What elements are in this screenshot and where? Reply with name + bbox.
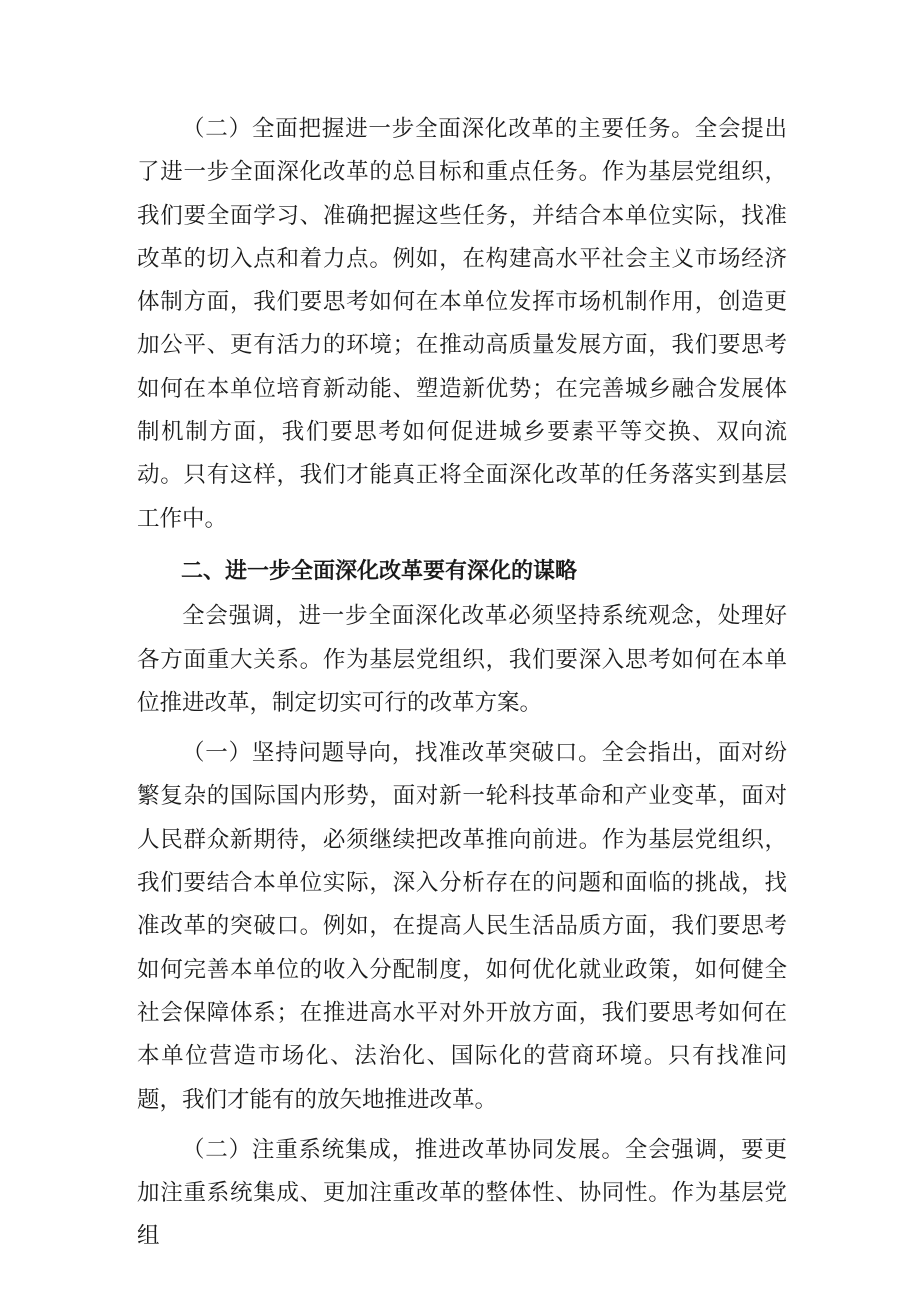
paragraph-system-concept: 全会强调，进一步全面深化改革必须坚持系统观念，处理好各方面重大关系。作为基层党组织，我们要深入思考如何在本单位推进改革，制定切实可行的改革方案。 (137, 603, 787, 716)
paragraph-main-tasks: （二）全面把握进一步全面深化改革的主要任务。全会提出了进一步全面深化改革的总目标和重点任务。作为基层党组织，我们要全面学习、准确把握这些任务，并结合本单位实际，找准改革的切入点和着力点。例如，在构建高水平社会主义市场经济体制方面，我们要思考如何在本单位发挥市场机制作用，创造更加公平、更有活力的环境；在推动高质量发展方面，我们要思考如何在本单位培育新动能、塑造新优势；在完善城乡融合发展体制机制方面，我们要思考如何促进城乡要素平等交换、双向流动。只有这样，我们才能真正将全面深化改革的任务落实到基层工作中。 (137, 116, 787, 532)
section-heading-2: 二、进一步全面深化改革要有深化的谋略 (181, 558, 578, 584)
paragraph-problem-oriented: （一）坚持问题导向，找准改革突破口。全会指出，面对纷繁复杂的国际国内形势，面对新一轮科技革命和产业变革，面对人民群众新期待，必须继续把改革推向前进。作为基层党组织，我们要结合本单位实际，深入分析存在的问题和面临的挑战，找准改革的突破口。例如，在提高人民生活品质方面，我们要思考如何完善本单位的收入分配制度，如何优化就业政策，如何健全社会保障体系；在推进高水平对外开放方面，我们要思考如何在本单位营造市场化、法治化、国际化的营商环境。只有找准问题，我们才能有的放矢地推进改革。 (137, 740, 787, 1113)
paragraph-system-integration: （二）注重系统集成，推进改革协同发展。全会强调，要更加注重系统集成、更加注重改革的整体性、协同性。作为基层党组 (137, 1136, 787, 1250)
document-page (137, 108, 787, 1259)
